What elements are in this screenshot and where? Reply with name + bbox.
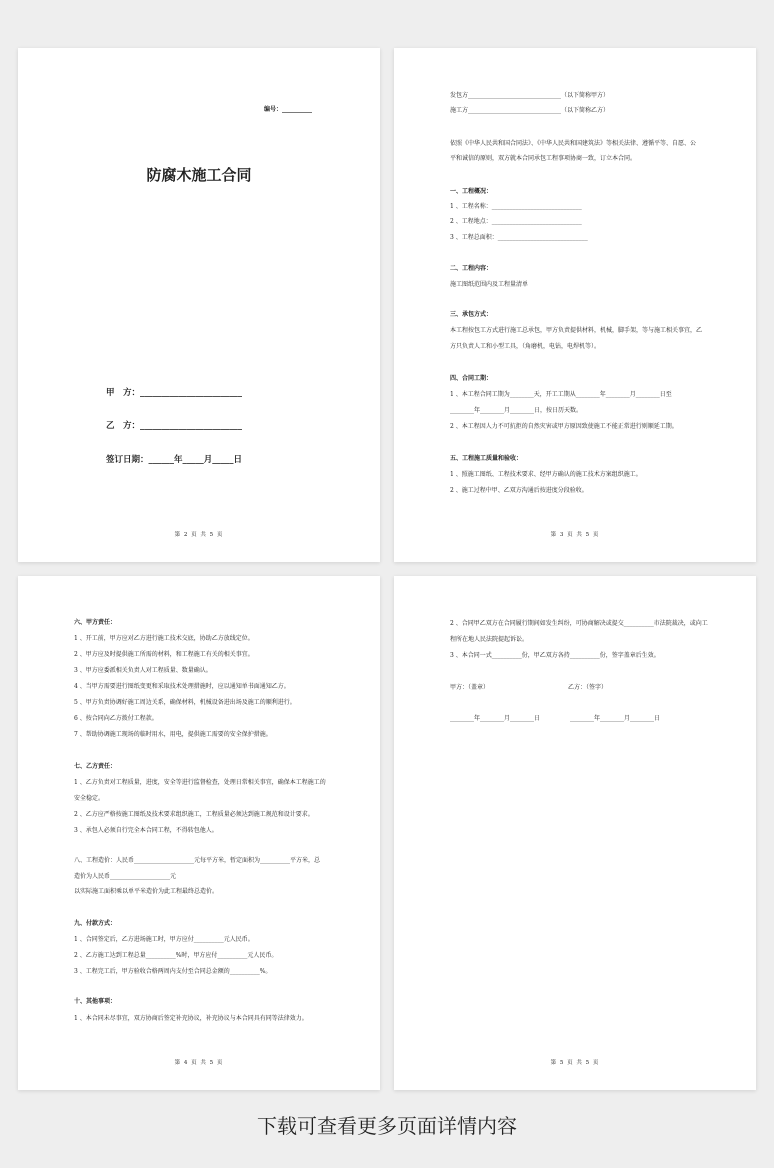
text-line: 依照《中华人民共和国合同法》、《中华人民共和国建筑法》等相关法律、遵循平等、自愿、公 [450, 140, 697, 147]
document-page-3 [394, 48, 756, 562]
text-line: 2 、乙方施工达到工程总量__________%时，甲方应付__________元人民币。 [74, 952, 278, 959]
text-line: 施工方_______________________________（以下简称乙方） [450, 107, 610, 114]
download-caption: 下载可查看更多页面详情内容 [257, 1114, 517, 1138]
party-a-field: 甲 方：________________________ [106, 388, 243, 398]
text-line: 2 、合同甲乙双方在合同履行期间如发生纠纷，可协商解决或提交__________市法院裁决，或向工 [450, 620, 708, 627]
section-heading: 五、工程施工质量和验收： [450, 455, 523, 462]
text-line: 4 、当甲方需要进行图纸变更和采取技术处理措施时，应以通知单书面通知乙方。 [74, 683, 290, 690]
party-a-seal-label: 甲方：（盖章） [450, 684, 490, 691]
page-footer: 第 5 页 共 5 页 [550, 1060, 600, 1066]
text-line: 3 、承包人必须自行完全本合同工程，不得转包他人。 [74, 827, 218, 834]
section-heading: 三、承包方式： [450, 311, 493, 318]
text-line: 2 、乙方应严格按施工图纸及技术要求组织施工，工程质量必须达到施工规范和设计要求。 [74, 811, 314, 818]
contract-title: 防腐木施工合同 [146, 166, 252, 184]
text-line: 2 、工程地点：______________________________ [450, 218, 582, 225]
text-line: 八、工程造价：人民币____________________元每平方米，暂定面积为__________平方米，总 [74, 857, 321, 864]
document-page-5 [394, 576, 756, 1090]
text-line: 1 、工程名称：______________________________ [450, 203, 582, 210]
text-line: 以实际施工面积乘以单平米造价为此工程最终总造价。 [74, 888, 219, 895]
text-line: 2 、施工过程中甲、乙双方沟通后按进度分段验收。 [450, 487, 588, 494]
text-line: ________年________月________日，按日历天数。 [450, 407, 583, 414]
text-line: 方只负责人工和小型工具，（角磨机，电钻，电焊机等）。 [450, 343, 601, 350]
text-line: 3 、工程总面积：______________________________ [450, 234, 588, 241]
text-line: 发包方_______________________________（以下简称甲方） [450, 92, 610, 99]
text-line: 1 、合同签定后，乙方进场施工时，甲方应付__________元人民币。 [74, 936, 254, 943]
text-line: 2 、本工程因人力不可抗拒的自然灾害或甲方原因致使施工不能正常进行则顺延工期。 [450, 423, 678, 430]
text-line: 施工图纸范围内及工程量清单 [450, 281, 529, 288]
text-line: 3 、工程完工后，甲方验收合格两周内支付至合同总金额的__________%。 [74, 968, 272, 975]
text-line: 3 、本合同一式__________份，甲乙双方各持__________份，签字盖章后生效。 [450, 652, 660, 659]
page-footer: 第 4 页 共 5 页 [174, 1060, 224, 1066]
section-heading: 十、其他事项： [74, 998, 117, 1005]
section-heading: 七、乙方责任： [74, 763, 117, 770]
section-heading: 二、工程内容： [450, 265, 493, 272]
sign-date-field: 签订日期：______年_____月_____日 [106, 455, 243, 465]
party-a-date: ________年________月________日 [450, 715, 541, 722]
text-line: 1 、开工前，甲方应对乙方进行施工技术交底，协助乙方放线定位。 [74, 635, 254, 642]
text-line: 1 、照施工图纸、工程技术要求、经甲方确认的施工技术方案组织施工。 [450, 471, 642, 478]
text-line: 2 、甲方应及时提供施工所需的材料，和工程施工有关的相关事宜。 [74, 651, 254, 658]
page-footer: 第 2 页 共 5 页 [174, 532, 224, 538]
text-line: 5 、甲方负责协调好施工周边关系，确保材料，机械设备进出场及施工的顺利进行。 [74, 699, 296, 706]
document-page-4 [18, 576, 380, 1090]
document-page-2 [18, 48, 380, 562]
text-line: 3 、甲方应委派相关负责人对工程质量、数量确认。 [74, 667, 212, 674]
section-heading: 四、合同工期： [450, 375, 493, 382]
contract-number-label: 编号：__________ [264, 106, 313, 113]
text-line: 造价为人民币____________________元 [74, 873, 177, 880]
text-line: 程所在地人民法院提起诉讼。 [450, 636, 529, 643]
section-heading: 一、工程概况： [450, 188, 493, 195]
text-line: 1 、乙方负责对工程质量，进度，安全等进行监督检查，处理日常相关事宜，确保本工程施工的 [74, 779, 326, 786]
text-line: 7 、帮助协调施工现场的临时用水，用电，提供施工需要的安全保护措施。 [74, 731, 272, 738]
section-heading: 六、甲方责任： [74, 619, 117, 626]
party-b-field: 乙 方：________________________ [106, 421, 243, 431]
text-line: 平和诚信的原则，双方就本合同承包工程事项协商一致，订立本合同。 [450, 155, 637, 162]
text-line: 1 、本合同未尽事宜，双方协商后签定补充协议，补充协议与本合同具有同等法律效力。 [74, 1015, 308, 1022]
party-b-sign-label: 乙方：（签字） [568, 684, 608, 691]
section-heading: 九、付款方式： [74, 920, 117, 927]
text-line: 本工程按包工方式进行施工总承包，甲方负责提供材料，机械，脚手架，等与施工相关事宜，乙 [450, 327, 703, 334]
party-b-date: ________年________月________日 [570, 715, 661, 722]
text-line: 安全稳定。 [74, 795, 105, 802]
text-line: 6 、按合同向乙方拨付工程款。 [74, 715, 158, 722]
text-line: 1 、本工程合同工期为________天，开工工期从________年________月________日至 [450, 391, 672, 398]
page-footer: 第 3 页 共 5 页 [550, 532, 600, 538]
